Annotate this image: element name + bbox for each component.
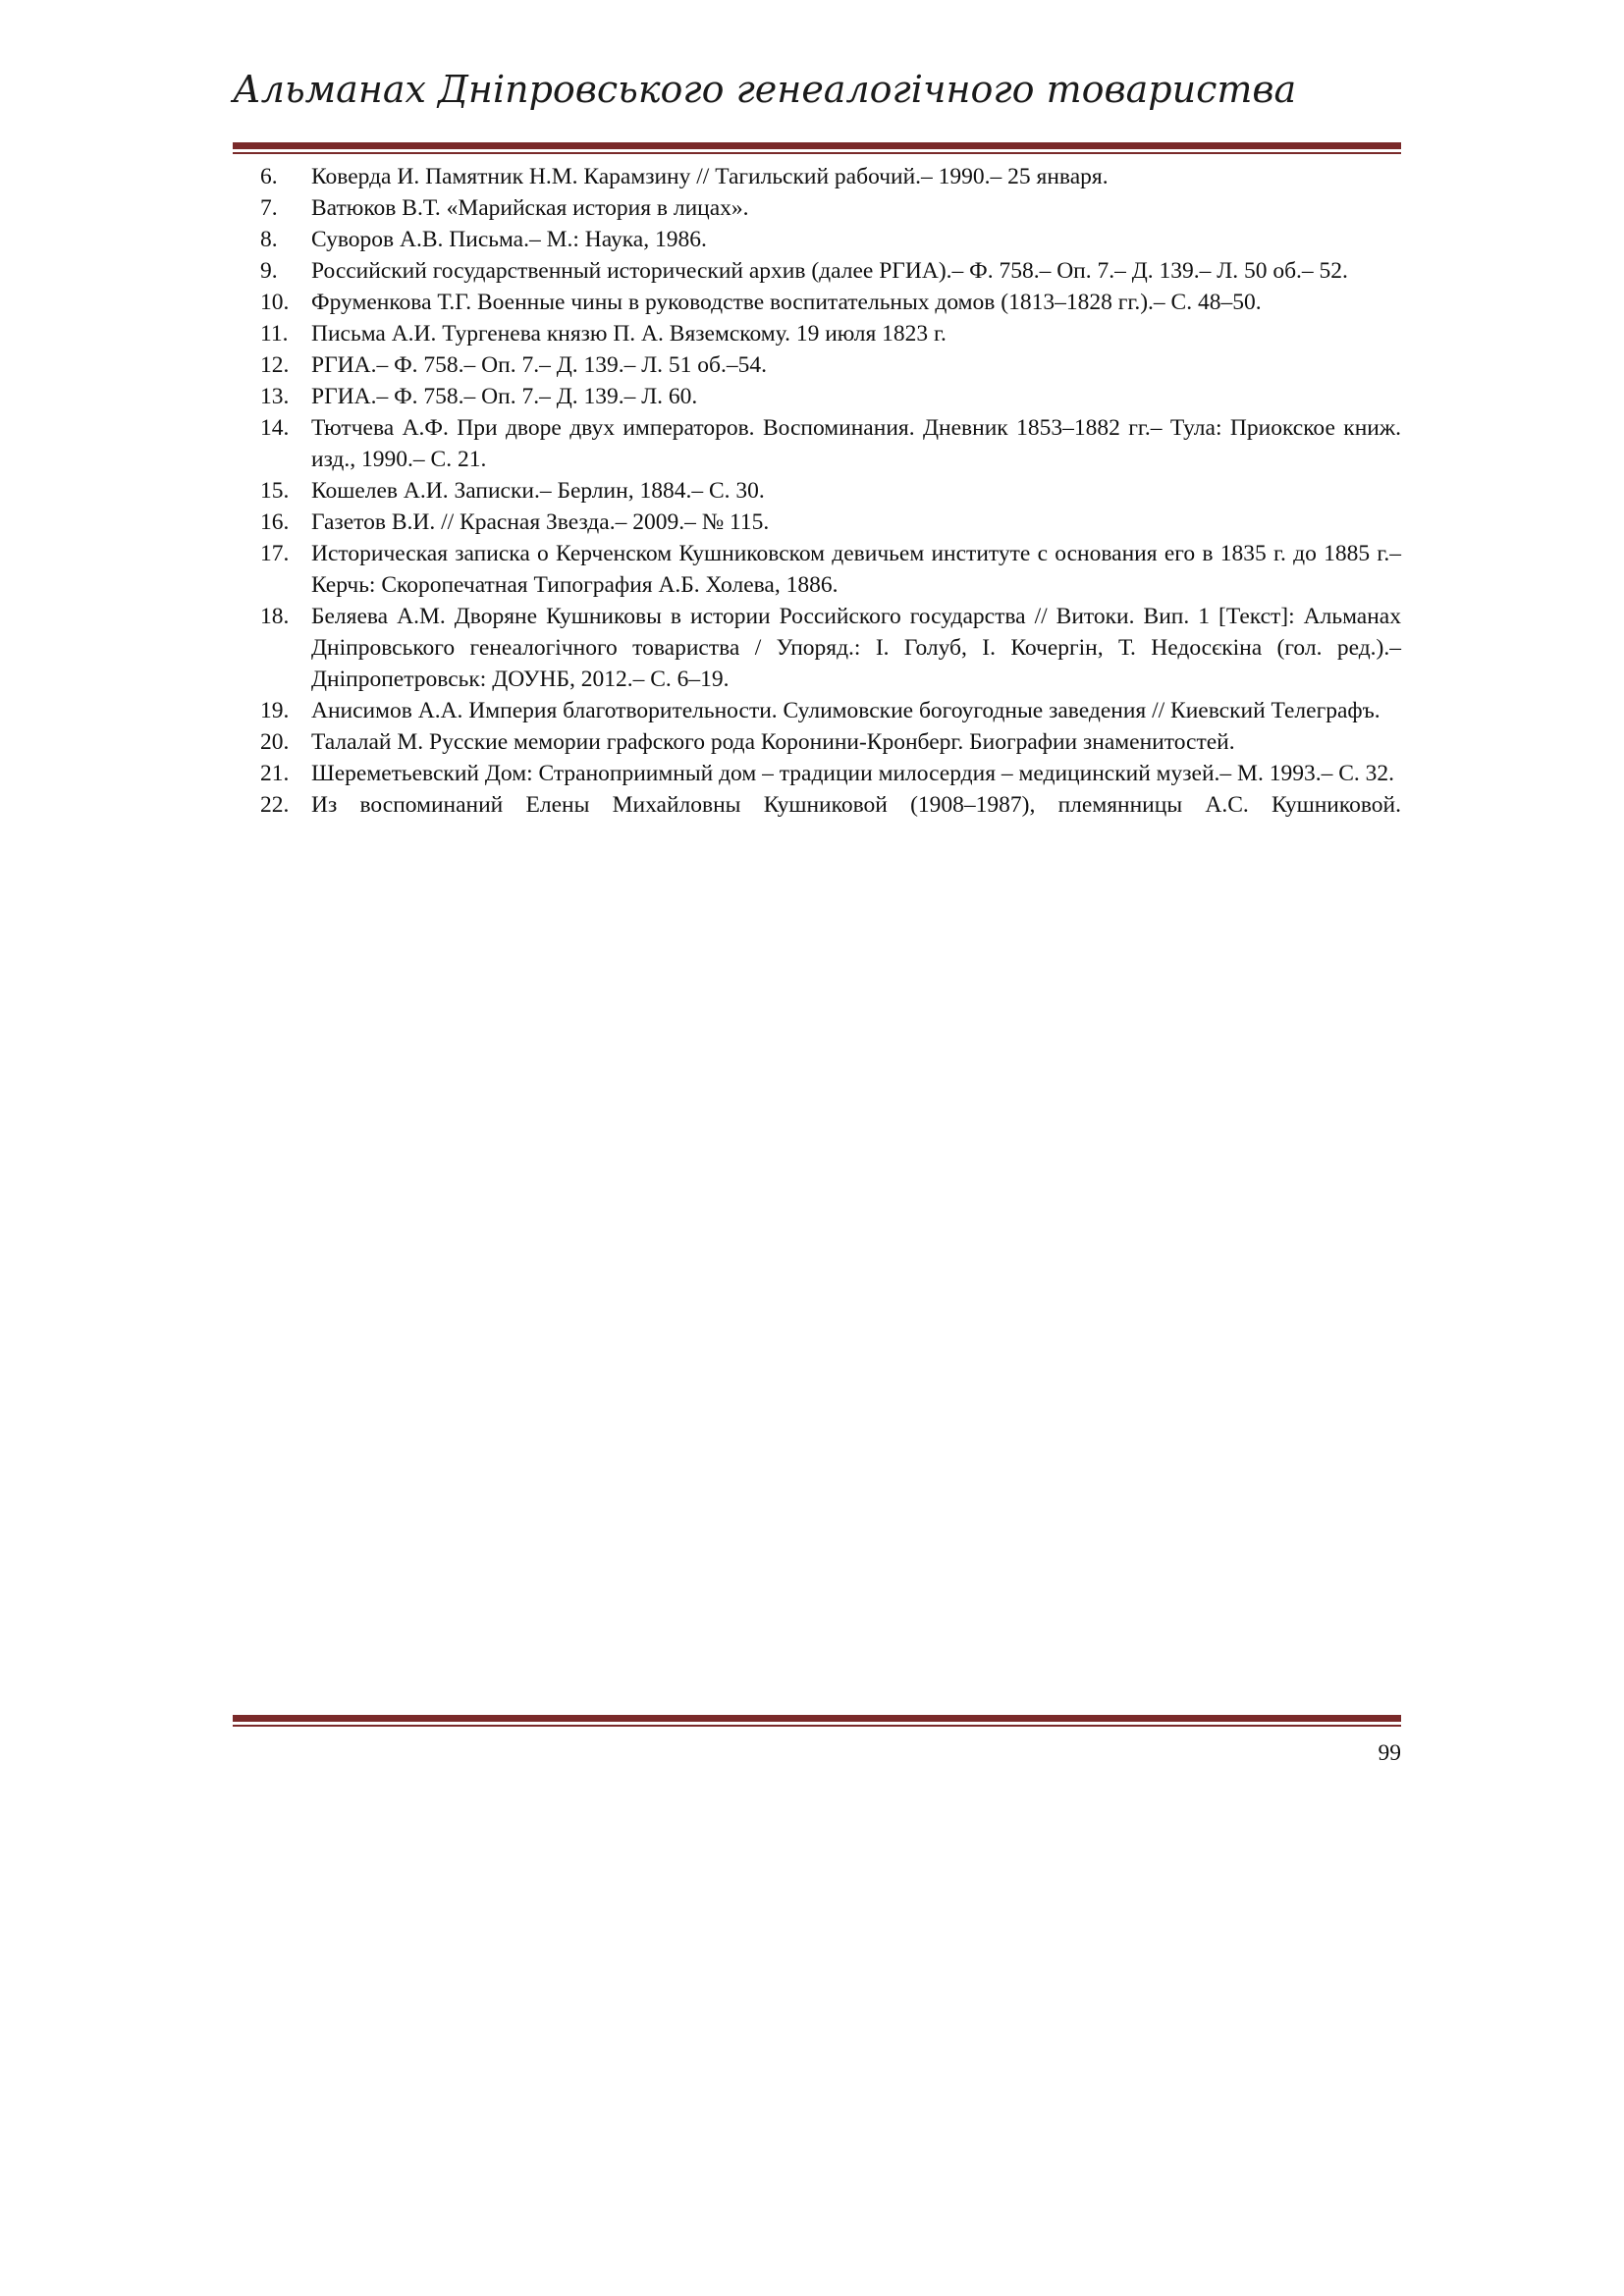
- reference-item: [233, 255, 1401, 287]
- reference-text: Фруменкова Т.Г. Военные чины в руководстве воспитательных домов (1813–1828 гг.).– С. 48–50.: [311, 290, 1262, 315]
- page-number: 99: [1378, 1740, 1401, 1766]
- reference-number: 11.: [260, 321, 289, 347]
- reference-item: [233, 538, 1401, 601]
- reference-item: [233, 758, 1401, 789]
- reference-number: 9.: [260, 258, 278, 284]
- reference-number: 10.: [260, 290, 290, 315]
- header-rule-thick: [233, 142, 1401, 149]
- reference-number: 15.: [260, 478, 290, 504]
- reference-text: Талалай М. Русские мемории графского рода Коронини-Кронберг. Биографии знаменитостей.: [311, 729, 1235, 755]
- reference-item: [233, 695, 1401, 726]
- reference-item: [233, 161, 1401, 192]
- header-rule-thin: [233, 152, 1401, 154]
- reference-item: [233, 412, 1401, 475]
- reference-number: 19.: [260, 698, 290, 723]
- reference-text: Коверда И. Памятник Н.М. Карамзину // Тагильский рабочий.– 1990.– 25 января.: [311, 164, 1109, 189]
- reference-text: Ватюков В.Т. «Марийская история в лицах».: [311, 195, 749, 221]
- footer-rule-thick: [233, 1715, 1401, 1722]
- reference-text: РГИА.– Ф. 758.– Оп. 7.– Д. 139.– Л. 51 об.–54.: [311, 352, 768, 378]
- reference-number: 6.: [260, 164, 278, 189]
- reference-text: Из воспоминаний Елены Михайловны Кушниковой (1908–1987), племянницы А.С. Кушниковой.: [311, 792, 1401, 818]
- footer-rule-thin: [233, 1725, 1401, 1727]
- footer-rule: [233, 1715, 1401, 1727]
- reference-list: [233, 161, 1401, 821]
- reference-text: Беляева А.М. Дворяне Кушниковы в истории Российского государства // Витоки. Вип. 1 [Текст]: Альманах Дніпровського генеалогічного товариства / Упоряд.: І. Голуб, І. Кочергін, Т. Недосєкіна (гол. ред.).– Дніпропетровськ: ДОУНБ, 2012.– С. 6–19.: [311, 604, 1401, 692]
- reference-item: [233, 318, 1401, 349]
- running-header-title: Альманах Дніпровського генеалогічного товариства: [233, 68, 1297, 111]
- reference-text: Шереметьевский Дом: Страноприимный дом – традиции милосердия – медицинский музей.– М. 1993.– С. 32.: [311, 761, 1394, 786]
- reference-item: [233, 475, 1401, 507]
- reference-text: Историческая записка о Керченском Кушниковском девичьем институте с основания его в 1835 г. до 1885 г.– Керчь: Скоропечатная Типография А.Б. Холева, 1886.: [311, 541, 1401, 598]
- reference-number: 13.: [260, 384, 290, 409]
- reference-number: 7.: [260, 195, 278, 221]
- reference-item: [233, 726, 1401, 758]
- reference-item: [233, 789, 1401, 821]
- reference-text: Письма А.И. Тургенева князю П. А. Вяземскому. 19 июля 1823 г.: [311, 321, 947, 347]
- reference-item: [233, 287, 1401, 318]
- reference-item: [233, 601, 1401, 695]
- reference-number: 18.: [260, 604, 290, 629]
- reference-text: РГИА.– Ф. 758.– Оп. 7.– Д. 139.– Л. 60.: [311, 384, 698, 409]
- reference-text: Российский государственный исторический архив (далее РГИА).– Ф. 758.– Оп. 7.– Д. 139.– Л. 50 об.– 52.: [311, 258, 1348, 284]
- reference-item: [233, 349, 1401, 381]
- reference-item: [233, 192, 1401, 224]
- reference-text: Тютчева А.Ф. При дворе двух императоров. Воспоминания. Дневник 1853–1882 гг.– Тула: Приокское книж. изд., 1990.– С. 21.: [311, 415, 1401, 472]
- reference-number: 14.: [260, 415, 290, 441]
- reference-text: Суворов А.В. Письма.– М.: Наука, 1986.: [311, 227, 707, 252]
- reference-number: 22.: [260, 792, 290, 818]
- reference-number: 20.: [260, 729, 290, 755]
- reference-item: [233, 507, 1401, 538]
- reference-item: [233, 224, 1401, 255]
- reference-number: 21.: [260, 761, 290, 786]
- header-rule: [233, 142, 1401, 154]
- reference-item: [233, 381, 1401, 412]
- reference-text: Анисимов А.А. Империя благотворительности. Сулимовские богоугодные заведения // Киевский Телеграфъ.: [311, 698, 1380, 723]
- reference-number: 8.: [260, 227, 278, 252]
- reference-number: 12.: [260, 352, 290, 378]
- reference-text: Кошелев А.И. Записки.– Берлин, 1884.– С. 30.: [311, 478, 765, 504]
- reference-number: 17.: [260, 541, 290, 566]
- reference-number: 16.: [260, 509, 290, 535]
- reference-text: Газетов В.И. // Красная Звезда.– 2009.– № 115.: [311, 509, 770, 535]
